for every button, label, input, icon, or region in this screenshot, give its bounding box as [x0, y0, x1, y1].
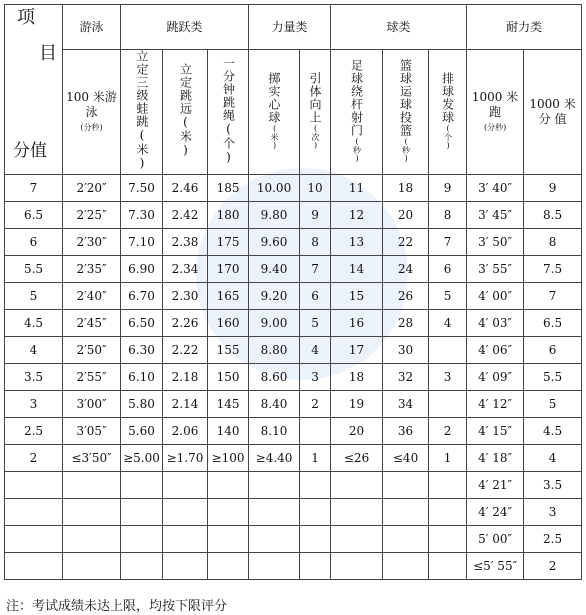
- cell-pull: [300, 472, 331, 499]
- corner-header-cell: [5, 5, 63, 175]
- cell-run: 3′ 55″: [467, 256, 524, 283]
- cell-ball: 8.10: [249, 418, 300, 445]
- cell-basketball: 34: [383, 391, 429, 418]
- cell-swim: [63, 553, 121, 580]
- cell-basketball: ≤40: [383, 445, 429, 472]
- cell-ball: 9.80: [249, 202, 300, 229]
- cell-volley: [429, 391, 467, 418]
- cell-runscore: 8: [524, 229, 582, 256]
- cell-triple: [121, 499, 163, 526]
- cell-long: 2.14: [163, 391, 208, 418]
- cell-pull: 2: [300, 391, 331, 418]
- cell-rope: 175: [208, 229, 249, 256]
- cell-rope: [208, 553, 249, 580]
- cell-football: ≤26: [331, 445, 383, 472]
- cell-score: 6: [5, 229, 63, 256]
- cell-volley: 6: [429, 256, 467, 283]
- cell-swim: ≤3′50″: [63, 445, 121, 472]
- cell-rope: 165: [208, 283, 249, 310]
- cell-runscore: 9: [524, 175, 582, 202]
- cell-long: 2.06: [163, 418, 208, 445]
- cell-basketball: 28: [383, 310, 429, 337]
- cell-football: 14: [331, 256, 383, 283]
- cell-score: [5, 472, 63, 499]
- cell-swim: 2′55″: [63, 364, 121, 391]
- cell-rope: 180: [208, 202, 249, 229]
- cell-football: 18: [331, 364, 383, 391]
- cell-basketball: 24: [383, 256, 429, 283]
- cell-run: 4′ 03″: [467, 310, 524, 337]
- cell-ball: 8.60: [249, 364, 300, 391]
- cell-basketball: [383, 499, 429, 526]
- cell-run: 3′ 45″: [467, 202, 524, 229]
- cell-score: 7: [5, 175, 63, 202]
- cell-volley: 5: [429, 283, 467, 310]
- cell-volley: [429, 472, 467, 499]
- cell-long: 2.34: [163, 256, 208, 283]
- header-pull-up: 引体向上(次): [300, 50, 331, 175]
- cell-swim: [63, 526, 121, 553]
- cell-score: 5.5: [5, 256, 63, 283]
- cell-volley: 9: [429, 175, 467, 202]
- cell-ball: 9.00: [249, 310, 300, 337]
- corner-label-score: 分值: [13, 141, 47, 161]
- table-row: [5, 364, 582, 391]
- cell-triple: 7.50: [121, 175, 163, 202]
- cell-runscore: 8.5: [524, 202, 582, 229]
- cell-rope: 185: [208, 175, 249, 202]
- table-row: [5, 256, 582, 283]
- cell-ball: 10.00: [249, 175, 300, 202]
- table-row: [5, 391, 582, 418]
- category-ball: 球类: [331, 5, 467, 50]
- cell-triple: ≥5.00: [121, 445, 163, 472]
- cell-pull: 8: [300, 229, 331, 256]
- cell-triple: [121, 553, 163, 580]
- cell-ball: [249, 499, 300, 526]
- cell-football: [331, 499, 383, 526]
- cell-pull: 3: [300, 364, 331, 391]
- cell-run: 4′ 21″: [467, 472, 524, 499]
- cell-swim: 3′00″: [63, 391, 121, 418]
- header-long-jump: 立定跳远(米): [163, 50, 208, 175]
- cell-run: 4′ 09″: [467, 364, 524, 391]
- cell-runscore: 4.5: [524, 418, 582, 445]
- header-rope-skip: 一分钟跳绳(个): [208, 50, 249, 175]
- cell-volley: [429, 553, 467, 580]
- cell-triple: 7.10: [121, 229, 163, 256]
- cell-pull: 9: [300, 202, 331, 229]
- cell-swim: 2′25″: [63, 202, 121, 229]
- cell-football: 20: [331, 418, 383, 445]
- cell-basketball: 30: [383, 337, 429, 364]
- cell-basketball: 20: [383, 202, 429, 229]
- header-triple-jump: 立定三级蛙跳(米): [121, 50, 163, 175]
- cell-volley: 7: [429, 229, 467, 256]
- cell-runscore: 4: [524, 445, 582, 472]
- cell-pull: [300, 553, 331, 580]
- cell-swim: 2′30″: [63, 229, 121, 256]
- header-football: 足球绕杆射门(秒): [331, 50, 383, 175]
- cell-long: 2.38: [163, 229, 208, 256]
- cell-basketball: 26: [383, 283, 429, 310]
- table-row: [5, 310, 582, 337]
- cell-triple: 6.90: [121, 256, 163, 283]
- cell-volley: 4: [429, 310, 467, 337]
- cell-triple: 6.30: [121, 337, 163, 364]
- cell-football: [331, 526, 383, 553]
- cell-volley: 3: [429, 364, 467, 391]
- cell-football: 15: [331, 283, 383, 310]
- cell-long: 2.18: [163, 364, 208, 391]
- cell-basketball: 32: [383, 364, 429, 391]
- table-row: [5, 175, 582, 202]
- table-row: [5, 418, 582, 445]
- table-row: [5, 472, 582, 499]
- cell-triple: 6.50: [121, 310, 163, 337]
- cell-football: [331, 472, 383, 499]
- cell-football: 19: [331, 391, 383, 418]
- cell-ball: 9.40: [249, 256, 300, 283]
- table-row: [5, 499, 582, 526]
- cell-rope: 140: [208, 418, 249, 445]
- cell-runscore: 7.5: [524, 256, 582, 283]
- cell-run: 3′ 50″: [467, 229, 524, 256]
- cell-long: [163, 499, 208, 526]
- cell-football: 11: [331, 175, 383, 202]
- cell-triple: [121, 526, 163, 553]
- cell-football: [331, 553, 383, 580]
- cell-long: 2.46: [163, 175, 208, 202]
- cell-volley: 1: [429, 445, 467, 472]
- table-row: [5, 526, 582, 553]
- cell-basketball: [383, 472, 429, 499]
- corner-label-item: 项: [17, 7, 35, 28]
- cell-score: 3: [5, 391, 63, 418]
- cell-volley: [429, 499, 467, 526]
- cell-pull: 7: [300, 256, 331, 283]
- score-table: [4, 4, 582, 580]
- cell-score: 4: [5, 337, 63, 364]
- cell-rope: [208, 472, 249, 499]
- cell-long: [163, 553, 208, 580]
- cell-run: 5′ 00″: [467, 526, 524, 553]
- cell-runscore: 2.5: [524, 526, 582, 553]
- cell-ball: [249, 553, 300, 580]
- cell-ball: 8.40: [249, 391, 300, 418]
- cell-run: 3′ 40″: [467, 175, 524, 202]
- score-rows: [5, 175, 582, 580]
- cell-long: 2.30: [163, 283, 208, 310]
- cell-score: 2.5: [5, 418, 63, 445]
- cell-volley: [429, 337, 467, 364]
- cell-score: 2: [5, 445, 63, 472]
- cell-score: 5: [5, 283, 63, 310]
- cell-rope: 155: [208, 337, 249, 364]
- cell-runscore: 3.5: [524, 472, 582, 499]
- cell-pull: [300, 499, 331, 526]
- cell-pull: 1: [300, 445, 331, 472]
- cell-rope: 150: [208, 364, 249, 391]
- cell-score: [5, 553, 63, 580]
- cell-basketball: 18: [383, 175, 429, 202]
- cell-score: 6.5: [5, 202, 63, 229]
- cell-run: 4′ 12″: [467, 391, 524, 418]
- category-strength: 力量类: [249, 5, 331, 50]
- cell-long: ≥1.70: [163, 445, 208, 472]
- cell-rope: 160: [208, 310, 249, 337]
- cell-swim: 2′35″: [63, 256, 121, 283]
- cell-runscore: 6: [524, 337, 582, 364]
- cell-rope: 170: [208, 256, 249, 283]
- cell-run: 4′ 18″: [467, 445, 524, 472]
- cell-pull: [300, 418, 331, 445]
- cell-score: [5, 526, 63, 553]
- category-swim: 游泳: [63, 5, 121, 50]
- table-row: [5, 229, 582, 256]
- cell-runscore: 5: [524, 391, 582, 418]
- cell-basketball: [383, 526, 429, 553]
- cell-triple: 5.60: [121, 418, 163, 445]
- header-swim: [63, 50, 121, 175]
- header-volleyball: 排球发球(个): [429, 50, 467, 175]
- cell-pull: 6: [300, 283, 331, 310]
- cell-basketball: 36: [383, 418, 429, 445]
- cell-score: [5, 499, 63, 526]
- cell-pull: 10: [300, 175, 331, 202]
- cell-swim: 2′45″: [63, 310, 121, 337]
- cell-ball: [249, 472, 300, 499]
- corner-label-mu: 目: [39, 43, 57, 64]
- table-row: [5, 202, 582, 229]
- cell-rope: [208, 526, 249, 553]
- cell-swim: 3′05″: [63, 418, 121, 445]
- cell-swim: 2′20″: [63, 175, 121, 202]
- cell-long: 2.42: [163, 202, 208, 229]
- cell-basketball: 22: [383, 229, 429, 256]
- cell-long: 2.22: [163, 337, 208, 364]
- cell-triple: 6.10: [121, 364, 163, 391]
- cell-long: [163, 526, 208, 553]
- cell-runscore: 7: [524, 283, 582, 310]
- table-row: [5, 445, 582, 472]
- cell-football: 13: [331, 229, 383, 256]
- cell-run: 4′ 06″: [467, 337, 524, 364]
- header-1000m-run: 1000 米跑 (分秒): [467, 50, 524, 175]
- cell-score: 4.5: [5, 310, 63, 337]
- header-swim-name: 100 米游泳: [66, 89, 117, 119]
- cell-ball: 9.20: [249, 283, 300, 310]
- cell-triple: 7.30: [121, 202, 163, 229]
- cell-volley: [429, 526, 467, 553]
- header-1000m-score: 1000 米分 值: [524, 50, 582, 175]
- cell-runscore: 6.5: [524, 310, 582, 337]
- cell-volley: 2: [429, 418, 467, 445]
- cell-football: 12: [331, 202, 383, 229]
- cell-runscore: 5.5: [524, 364, 582, 391]
- cell-ball: 9.60: [249, 229, 300, 256]
- cell-swim: 2′40″: [63, 283, 121, 310]
- cell-run: 4′ 15″: [467, 418, 524, 445]
- cell-long: [163, 472, 208, 499]
- cell-football: 17: [331, 337, 383, 364]
- cell-run: 4′ 00″: [467, 283, 524, 310]
- cell-pull: 5: [300, 310, 331, 337]
- header-medicine-ball: 掷实心球(米): [249, 50, 300, 175]
- cell-ball: ≥4.40: [249, 445, 300, 472]
- table-row: [5, 337, 582, 364]
- cell-ball: 8.80: [249, 337, 300, 364]
- header-basketball: 篮球运球投篮(秒): [383, 50, 429, 175]
- cell-ball: [249, 526, 300, 553]
- cell-swim: [63, 472, 121, 499]
- header-swim-unit: (分秒): [80, 122, 103, 132]
- cell-triple: 5.80: [121, 391, 163, 418]
- category-jump: 跳跃类: [121, 5, 249, 50]
- cell-rope: [208, 499, 249, 526]
- footnote: 注：考试成绩未达上限，均按下限评分: [6, 599, 228, 614]
- cell-football: 16: [331, 310, 383, 337]
- cell-score: 3.5: [5, 364, 63, 391]
- cell-triple: 6.70: [121, 283, 163, 310]
- cell-pull: 4: [300, 337, 331, 364]
- cell-runscore: 2: [524, 553, 582, 580]
- cell-long: 2.26: [163, 310, 208, 337]
- cell-rope: ≥100: [208, 445, 249, 472]
- cell-basketball: [383, 553, 429, 580]
- cell-volley: 8: [429, 202, 467, 229]
- cell-swim: [63, 499, 121, 526]
- category-endurance: 耐力类: [467, 5, 582, 50]
- cell-rope: 145: [208, 391, 249, 418]
- cell-swim: 2′50″: [63, 337, 121, 364]
- cell-triple: [121, 472, 163, 499]
- cell-run: ≤5′ 55″: [467, 553, 524, 580]
- cell-run: 4′ 24″: [467, 499, 524, 526]
- cell-pull: [300, 526, 331, 553]
- table-row: [5, 283, 582, 310]
- cell-runscore: 3: [524, 499, 582, 526]
- table-row: [5, 553, 582, 580]
